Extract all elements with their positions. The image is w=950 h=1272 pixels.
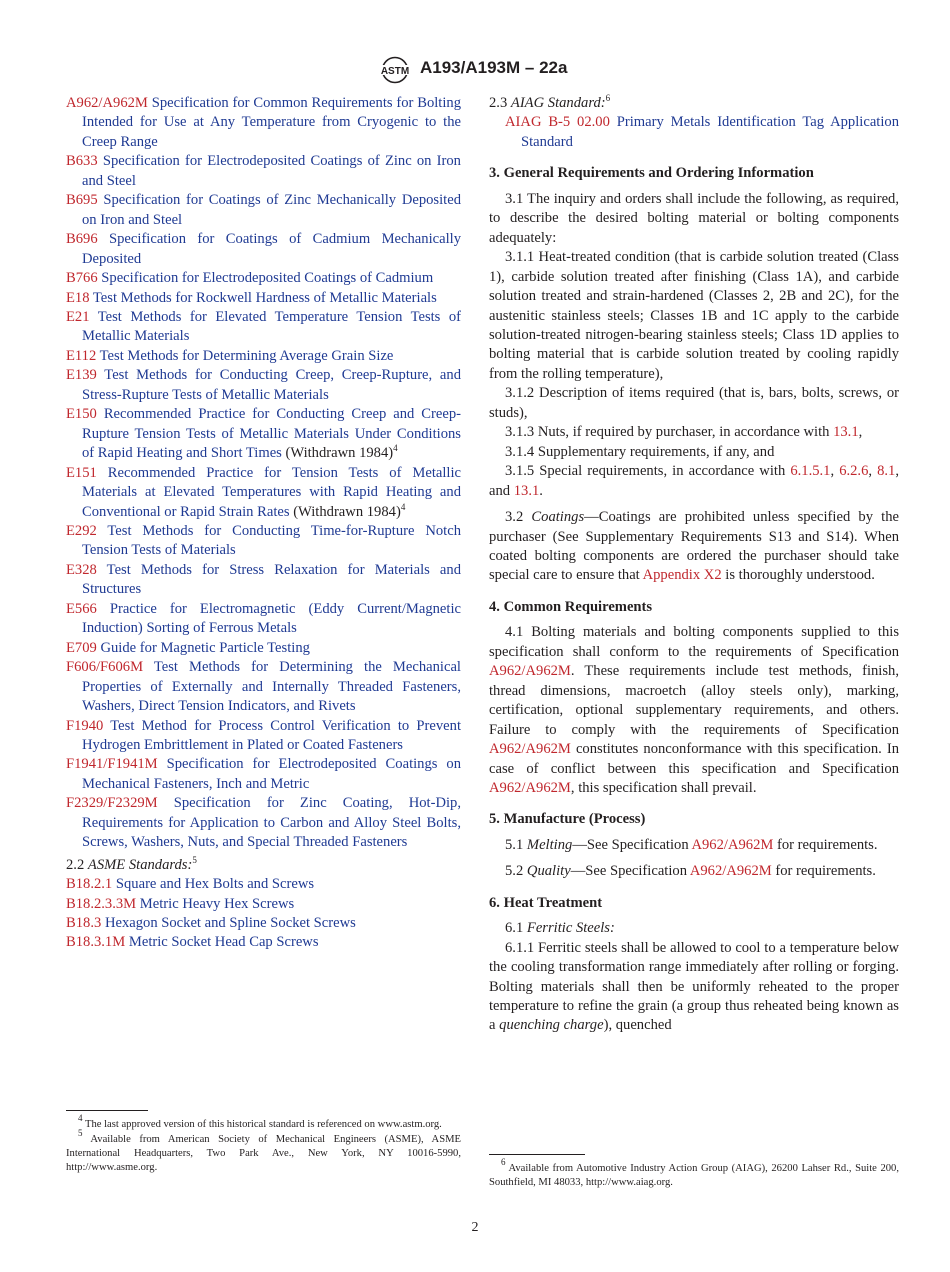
ref-a962-5[interactable]: A962/A962M (689, 863, 772, 880)
aiag-reference[interactable]: AIAG B-5 02.00 Primary Metals Identification Tag Application Standard (505, 114, 899, 150)
reference-item[interactable] (66, 561, 461, 600)
reference-item[interactable] (66, 717, 461, 756)
reference-title[interactable]: Test Method for Process Control Verification to Prevent Hydrogen Embrittlement in Plated or Coated Fasteners (82, 717, 461, 753)
withdrawn-note: (Withdrawn 1984) (293, 503, 401, 520)
section-5-title: 5. Manufacture (Process) (489, 811, 646, 828)
aiag-standards-heading: 2.3 AIAG Standard:$^6$ (489, 93, 611, 111)
reference-item[interactable] (66, 794, 461, 852)
reference-title[interactable]: Specification for Electrodeposited Coatings on Mechanical Fasteners, Inch and Metric (82, 756, 462, 792)
reference-item[interactable] (66, 308, 461, 347)
reference-title[interactable]: Test Methods for Stress Relaxation for Materials and Structures (82, 561, 461, 598)
reference-title[interactable]: Test Methods for Determining the Mechanical Properties of Externally and Internally Threaded Fasteners, Washers, Direct Tension Indicators, and Rivets (82, 659, 461, 715)
reference-title[interactable]: Metric Socket Head Cap Screws (128, 934, 319, 951)
page-header (0, 56, 950, 84)
reference-code[interactable]: E328 (66, 561, 97, 578)
reference-code[interactable]: F1940 (66, 717, 104, 734)
reference-title[interactable]: Test Methods for Conducting Time-for-Rupture Notch Tension Tests of Materials (82, 522, 461, 559)
para-4-1: 4.1 Bolting materials and bolting components supplied to this specification shall conform to the requirements of Specification A962/A962M. These requirements include test methods, finish, thread dimensions, macroetch (alloy steels only), marking, certification, optional supplementary requirements, and others. Failure to comply with the requirements of Specification A962/A962M constitutes nonconformance with this specification. In case of conflict between this specification and Specification A962/A962M, this specification shall prevail. (489, 624, 899, 796)
reference-title[interactable]: Test Methods for Conducting Creep, Creep-Rupture, and Stress-Rupture Tests of Metallic Materials (82, 367, 461, 403)
footnote-divider-right (489, 1154, 585, 1155)
ref-6-1-5-1[interactable]: 6.1.5.1 (790, 463, 831, 480)
reference-title[interactable]: Test Methods for Determining Average Grain Size (99, 347, 394, 364)
reference-title[interactable]: Specification for Electrodeposited Coatings of Zinc on Iron and Steel (82, 153, 461, 189)
reference-code[interactable]: B18.3 (66, 915, 102, 932)
para-5-1: 5.1 Melting—See Specification A962/A962M for requirements. (505, 836, 878, 853)
asme-reference-item[interactable] (66, 933, 461, 952)
doc-title: A193/A193M – 22a (420, 58, 568, 77)
reference-code[interactable]: E21 (66, 308, 90, 325)
reference-item[interactable] (66, 191, 461, 230)
reference-title[interactable]: Recommended Practice for Tension Tests of Metallic Materials at Elevated Temperatures with Rapid Heating and Conventional or Rapid Strain Rates (82, 464, 461, 520)
ref-appendix-x2[interactable]: Appendix X2 (642, 567, 722, 584)
svg-text:ASTM: ASTM (380, 66, 410, 77)
footnote-4: $^4$ The last approved version of this historical standard is referenced on www.astm.org. (78, 1113, 442, 1130)
reference-code[interactable]: E139 (66, 367, 97, 384)
reference-code[interactable]: E292 (66, 522, 97, 539)
footnote-divider-left (66, 1110, 148, 1111)
reference-title[interactable]: Recommended Practice for Conducting Creep and Creep-Rupture Tension Tests of Metallic Materials Under Conditions of Rapid Heating and Short Times (82, 406, 461, 462)
footnote-marker: 4 (400, 501, 406, 512)
para-6-1-1: 6.1.1 Ferritic steels shall be allowed to cool to a temperature below the cooling transformation range immediately after rolling or forging. Bolting materials shall then be uniformly reheated to the proper temperature to refine the grain (a group thus reheated being known as a quenching charge), quenched (489, 939, 899, 1034)
ref-6-2-6[interactable]: 6.2.6 (839, 463, 869, 480)
footnote-marker: 4 (393, 443, 398, 454)
reference-code[interactable]: B18.2.3.3M (66, 895, 137, 912)
withdrawn-note: (Withdrawn 1984) (285, 445, 394, 462)
reference-code[interactable]: E151 (66, 464, 97, 481)
reference-title[interactable]: Specification for Coatings of Cadmium Mechanically Deposited (82, 231, 461, 267)
footnotes-right (489, 1157, 899, 1191)
reference-item[interactable] (66, 269, 461, 288)
reference-item[interactable] (66, 289, 461, 308)
reference-title[interactable]: Practice for Electromagnetic (Eddy Current/Magnetic Induction) Sorting of Ferrous Metals (82, 600, 461, 637)
reference-item[interactable] (66, 755, 461, 794)
footnotes-left (66, 1113, 461, 1176)
para-3-2: 3.2 Coatings—Coatings are prohibited unless specified by the purchaser (See Supplementary Requirements S13 and S14). When coated bolting components are ordered the purchaser should take special care to ensure that Appendix X2 is thoroughly understood. (489, 509, 899, 584)
reference-code[interactable]: F2329/F2329M (66, 795, 158, 812)
right-column (489, 94, 899, 1036)
footnote-5: $^5$ Available from American Society of Mechanical Engineers (ASME), ASME International Headquarters, Two Park Ave., New York, NY 10016-5990, http://www.asme.org. (66, 1128, 461, 1173)
reference-code[interactable]: B18.2.1 (66, 876, 113, 893)
section-4-title: 4. Common Requirements (489, 598, 653, 615)
reference-code[interactable]: F1941/F1941M (66, 756, 158, 773)
section-6-title: 6. Heat Treatment (489, 894, 603, 911)
reference-item[interactable] (66, 639, 461, 658)
reference-code[interactable]: F606/F606M (66, 659, 144, 676)
reference-code[interactable]: A962/A962M (66, 95, 148, 111)
para-3-1-4: 3.1.4 Supplementary requirements, if any, and (505, 443, 775, 460)
reference-code[interactable]: E566 (66, 600, 97, 617)
reference-item[interactable] (66, 464, 461, 522)
reference-item[interactable] (66, 230, 461, 269)
reference-title[interactable]: Square and Hex Bolts and Screws (115, 876, 315, 893)
reference-title[interactable]: Metric Heavy Hex Screws (139, 895, 295, 912)
reference-code[interactable]: E709 (66, 639, 97, 656)
para-3-1-3: 3.1.3 Nuts, if required by purchaser, in accordance with 13.1, (505, 424, 863, 441)
ref-8-1[interactable]: 8.1 (877, 463, 896, 480)
ref-a962-4[interactable]: A962/A962M (691, 836, 774, 853)
asme-reference-item[interactable] (66, 914, 461, 933)
reference-code[interactable]: E18 (66, 289, 90, 306)
asme-reference-item[interactable] (66, 875, 461, 894)
para-6-1: 6.1 Ferritic Steels: (505, 920, 615, 937)
section-3-title: 3. General Requirements and Ordering Information (489, 165, 814, 182)
ref-a962-2[interactable]: A962/A962M (489, 741, 571, 758)
reference-item[interactable] (66, 94, 461, 152)
asme-standards-heading: 2.2 ASME Standards:$^5$ (66, 854, 197, 873)
page-number: 2 (471, 1220, 479, 1235)
reference-code[interactable]: E112 (66, 347, 97, 364)
reference-item[interactable] (66, 522, 461, 561)
reference-item[interactable] (66, 152, 461, 191)
reference-code[interactable]: B766 (66, 270, 98, 287)
reference-code[interactable]: B633 (66, 153, 98, 170)
reference-title[interactable]: Specification for Electrodeposited Coatings of Cadmium (101, 270, 434, 287)
ref-a962-1[interactable]: A962/A962M (489, 663, 571, 680)
para-3-1-2: 3.1.2 Description of items required (that is, bars, bolts, screws, or studs), (489, 385, 899, 421)
reference-title[interactable]: Specification for Coatings of Zinc Mechanically Deposited on Iron and Steel (82, 192, 461, 228)
reference-code[interactable]: B18.3.1M (66, 934, 126, 951)
reference-title[interactable]: Hexagon Socket and Spline Socket Screws (104, 915, 356, 932)
reference-item[interactable] (66, 658, 461, 716)
reference-title[interactable]: Specification for Zinc Coating, Hot-Dip, Requirements for Application to Carbon and Alloy Steel Bolts, Screws, Washers, Nuts, and Special Threaded Fasteners (82, 795, 461, 851)
ref-13-1[interactable]: 13.1 (833, 424, 859, 441)
para-3-1-5: 3.1.5 Special requirements, in accordance with 6.1.5.1, 6.2.6, 8.1, and 13.1. (489, 463, 899, 499)
reference-title[interactable]: Guide for Magnetic Particle Testing (100, 639, 310, 656)
ref-13-1-b[interactable]: 13.1 (513, 482, 540, 499)
reference-item[interactable] (66, 366, 461, 405)
para-5-2: 5.2 Quality—See Specification A962/A962M for requirements. (505, 863, 876, 880)
reference-code[interactable]: B695 (66, 192, 98, 209)
reference-code[interactable]: E150 (66, 406, 97, 423)
footnote-6: $^6$ Available from Automotive Industry Action Group (AIAG), 26200 Lahser Rd., Suite 200, Southfield, MI 48033, http://www.aiag.org. (489, 1157, 899, 1188)
reference-code[interactable]: B696 (66, 231, 98, 248)
reference-title[interactable]: Test Methods for Rockwell Hardness of Metallic Materials (92, 289, 437, 306)
para-3-1-1: 3.1.1 Heat-treated condition (that is carbide solution treated (Class 1), carbide solution treated after finishing (Class 1A), and carbide solution treated and strain-hardened (Classes 2, 2B and 2C), for the austenitic stainless steels; Classes 1B and 1C apply to the carbide solution-treated nitrogen-bearing stainless steels; Class 1D applies to bolting material that is carbide solution treated by cooling rapidly from the rolling temperature), (489, 249, 899, 382)
asme-reference-item[interactable] (66, 895, 461, 914)
reference-title[interactable]: Test Methods for Elevated Temperature Tension Tests of Metallic Materials (82, 308, 461, 345)
left-column (66, 94, 461, 953)
reference-item[interactable] (66, 405, 461, 463)
ref-a962-3[interactable]: A962/A962M (489, 779, 571, 796)
para-3-1: 3.1 The inquiry and orders shall include the following, as required, to describe the desired bolting material or bolting components adequately: (489, 190, 899, 246)
astm-logo (375, 56, 415, 84)
reference-item[interactable] (66, 600, 461, 639)
reference-title[interactable]: Specification for Common Requirements for Bolting Intended for Use at Any Temperature from Cryogenic to the Creep Range (82, 95, 461, 150)
reference-item[interactable] (66, 347, 461, 366)
